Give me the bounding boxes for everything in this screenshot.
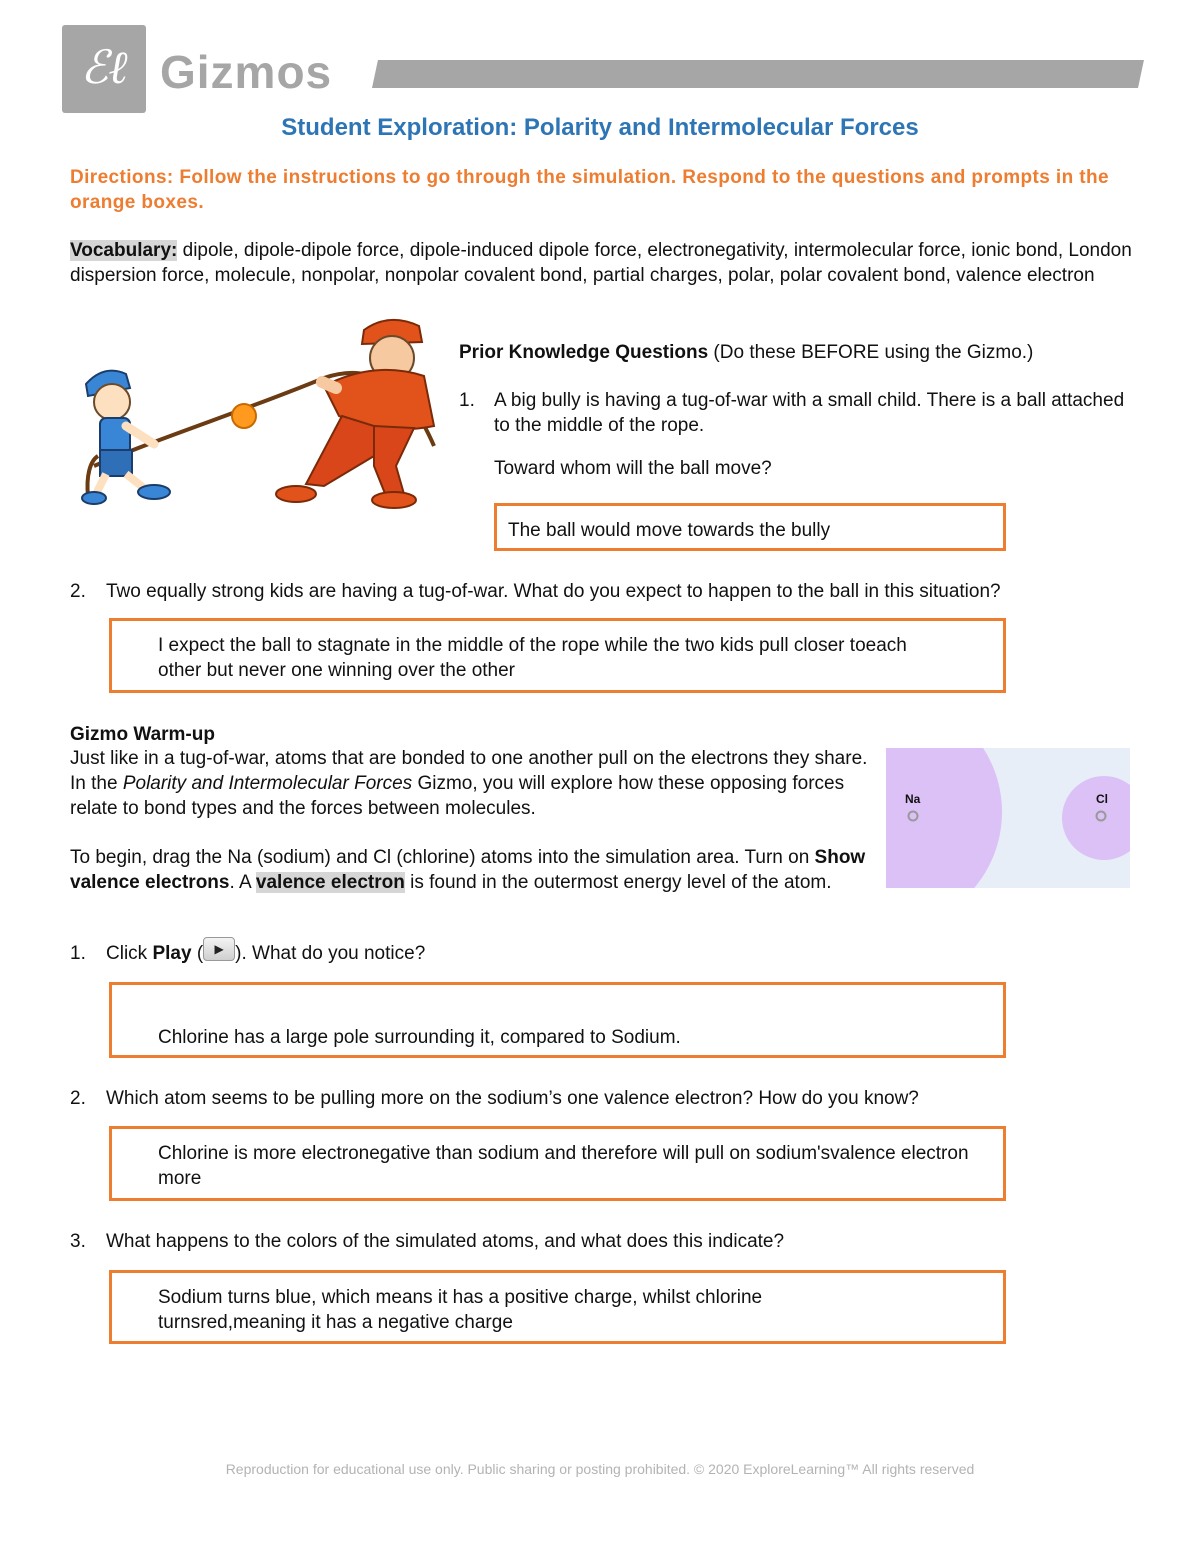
warmup-q1-a: Click: [106, 943, 153, 964]
warmup-paragraph-1: [70, 746, 870, 821]
answer-box-warmup-q3[interactable]: [109, 1270, 1006, 1344]
atom-diagram: [886, 748, 1130, 888]
logo-badge: [62, 25, 146, 113]
warmup-q3: [70, 1229, 1150, 1254]
warmup-heading: Gizmo Warm-up: [70, 724, 215, 745]
answer-box-prior-q1[interactable]: [494, 503, 1006, 551]
answer-box-warmup-q1[interactable]: [109, 982, 1006, 1058]
answer-text: The ball would move towards the bully: [508, 520, 831, 541]
bully-figure: [276, 320, 434, 508]
ball-icon: [232, 404, 256, 428]
answer-text: I expect the ball to stagnate in the middle of the rope while the two kids pull closer toeach other but never one winning over the other: [158, 635, 907, 681]
answer-text: Chlorine is more electronegative than sodium and therefore will pull on sodium'svalence electron more: [158, 1143, 969, 1189]
valence-electron-term: valence electron: [255, 872, 405, 893]
warmup-q3-number: 3.: [70, 1231, 86, 1252]
vocabulary-terms: dipole, dipole-dipole force, dipole-induced dipole force, electronegativity, intermolecular force, ionic bond, London dispersion force, molecule, nonpolar, nonpolar covalent bond, partial charges, polar, polar covalent bond, valence electron: [70, 240, 1132, 286]
page-title: Student Exploration: Polarity and Intermolecular Forces: [281, 114, 919, 141]
header-bar: [372, 60, 1144, 88]
brand-name: Gizmos: [160, 46, 333, 98]
simulation-snapshot: [886, 748, 1130, 888]
warmup-p2-c: is found in the outermost energy level of the atom.: [404, 872, 832, 893]
chlorine-label: Cl: [1096, 792, 1108, 806]
warmup-q2: [70, 1086, 1150, 1111]
prior-q2-text: Two equally strong kids are having a tug-of-war. What do you expect to happen to the ball in this situation?: [106, 581, 1001, 602]
prior-knowledge-note: (Do these BEFORE using the Gizmo.): [708, 342, 1034, 363]
gizmo-name: Polarity and Intermolecular Forces: [122, 773, 413, 794]
answer-box-prior-q2[interactable]: [109, 618, 1006, 693]
prior-q1: [459, 388, 1139, 438]
warmup-p2-b: . A: [229, 872, 256, 893]
play-label: Play: [152, 943, 192, 964]
logo-mark: ℰℓ: [80, 40, 128, 94]
warmup-paragraph-2: [70, 845, 870, 895]
warmup-q2-text: Which atom seems to be pulling more on the sodium’s one valence electron? How do you know?: [106, 1088, 919, 1109]
warmup-p1-a: Just like in a tug-of-war, atoms that are bonded to one another pull on the electrons they share. In the: [70, 748, 868, 794]
show-valence-label: Show valence electrons: [70, 847, 866, 893]
vocabulary-label: Vocabulary:: [70, 240, 178, 261]
warmup-q2-number: 2.: [70, 1088, 86, 1109]
warmup-p2-a: To begin, drag the Na (sodium) and Cl (chlorine) atoms into the simulation area. Turn on: [70, 847, 815, 868]
vocabulary: [70, 238, 1140, 288]
prior-q1-prompt: Toward whom will the ball move?: [494, 458, 772, 479]
sodium-label: Na: [905, 792, 921, 806]
prior-knowledge-heading: [459, 340, 1139, 365]
warmup-q1-c: ). What do you notice?: [235, 943, 426, 964]
prior-q1-number: 1.: [459, 390, 475, 411]
warmup-q1-b: (: [191, 943, 204, 964]
prior-knowledge-title: Prior Knowledge Questions: [459, 342, 709, 363]
directions: Directions: Follow the instructions to go through the simulation. Respond to the questions and prompts in the orange boxes.: [70, 167, 1109, 213]
warmup-q1: [70, 941, 1130, 966]
tug-of-war-illustration: [74, 316, 444, 516]
prior-q2-number: 2.: [70, 581, 86, 602]
answer-text: Chlorine has a large pole surrounding it, compared to Sodium.: [158, 1027, 681, 1048]
warmup-q3-text: What happens to the colors of the simulated atoms, and what does this indicate?: [106, 1231, 785, 1252]
answer-text: Sodium turns blue, which means it has a positive charge, whilst chlorine turnsred,meaning it has a negative charge: [158, 1287, 763, 1333]
footer-copyright: Reproduction for educational use only. Public sharing or posting prohibited. © 2020 ExploreLearning™ All rights reserved: [225, 1461, 975, 1477]
prior-q2: [70, 579, 1150, 604]
answer-box-warmup-q2[interactable]: [109, 1126, 1006, 1201]
warmup-p1-b: Gizmo, you will explore how these opposing forces relate to bond types and the forces between molecules.: [70, 773, 845, 819]
child-figure: [82, 371, 170, 504]
prior-q1-text: A big bully is having a tug-of-war with a small child. There is a ball attached to the middle of the rope.: [494, 390, 1125, 436]
play-button-icon: ▶: [203, 937, 235, 961]
warmup-q1-number: 1.: [70, 943, 86, 964]
